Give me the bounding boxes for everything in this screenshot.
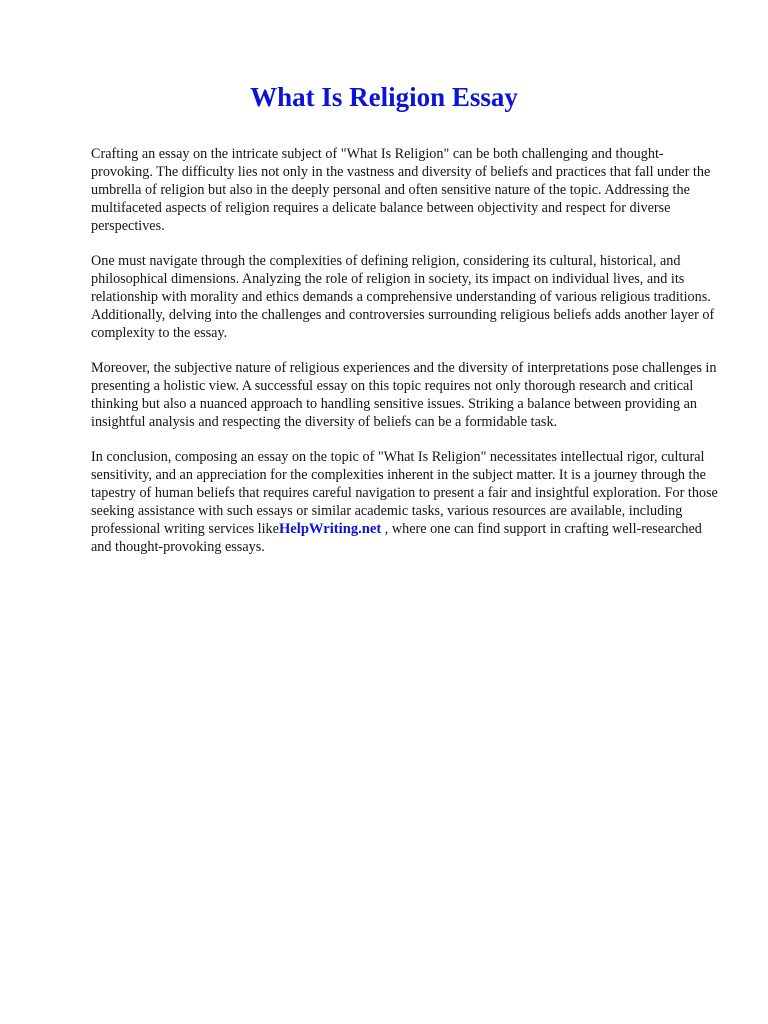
conclusion-tail-text: , where one can find support in crafting well-researched and thought-provoking essays. [91,521,702,555]
conclusion-text: In conclusion, composing an essay on the topic of "What Is Religion" necessitates intellectual rigor, cultural sensitivity, and an appreciation for the complexities inherent in the subject matter. It is a journey through the tapestry of human beliefs that requires careful navigation to present a fair and insightful exploration. For those seeking assistance with such essays or similar academic tasks, various resources are available, including professional writing services like [91,449,718,537]
paragraph-intro: Crafting an essay on the intricate subject of "What Is Religion" can be both challenging and thought-provoking. The difficulty lies not only in the vastness and diversity of beliefs and practices that fall under the umbrella of religion but also in the deeply personal and often sensitive nature of the topic. Addressing the multifaceted aspects of religion requires a delicate balance between objectivity and respect for diverse perspectives. [91,146,711,234]
document-title: What Is Religion Essay [250,82,518,112]
paragraph-conclusion [91,448,721,556]
helpwriting-link[interactable]: HelpWriting.net [278,521,382,537]
paragraph-subjective-nature: Moreover, the subjective nature of religious experiences and the diversity of interpretations pose challenges in presenting a holistic view. A successful essay on this topic requires not only thorough research and critical thinking but also a nuanced approach to handling sensitive issues. Striking a balance between providing an insightful analysis and respecting the diversity of beliefs can be a formidable task. [91,360,717,430]
paragraph-complexities: One must navigate through the complexities of defining religion, considering its cultural, historical, and philosophical dimensions. Analyzing the role of religion in society, its impact on individual lives, and its relationship with morality and ethics demands a comprehensive understanding of various religious traditions. Additionally, delving into the challenges and controversies surrounding religious beliefs adds another layer of complexity to the essay. [91,253,715,341]
document-body [91,145,721,573]
